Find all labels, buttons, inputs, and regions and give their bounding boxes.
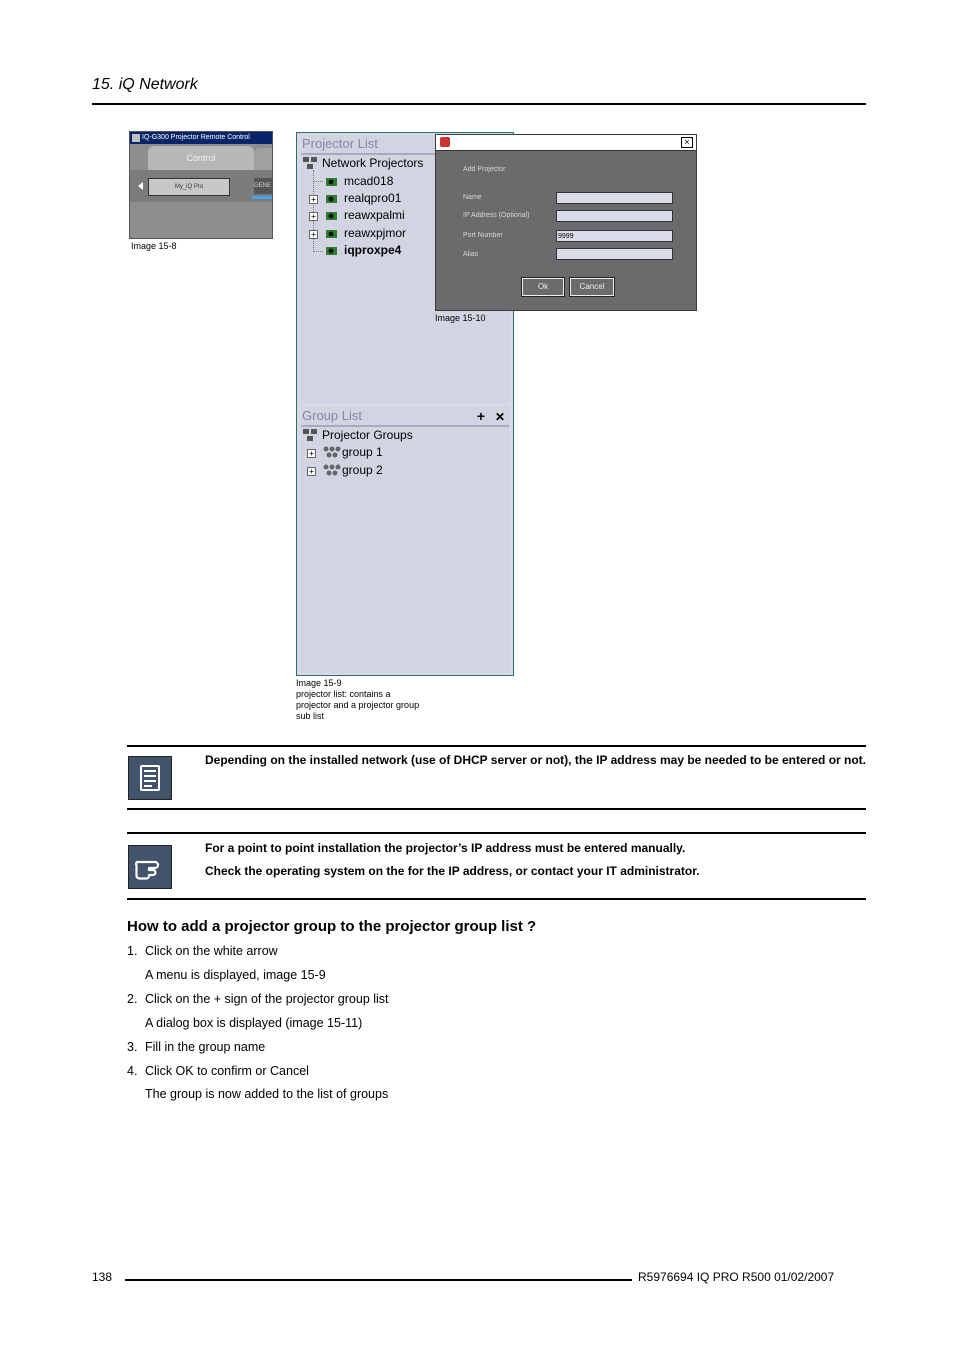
network-icon bbox=[303, 157, 317, 169]
tree-item-projector[interactable] bbox=[325, 174, 393, 188]
projector-name-field[interactable]: My_iQ Pro bbox=[148, 178, 230, 196]
projector-name: mcad018 bbox=[344, 174, 394, 188]
name-field[interactable] bbox=[556, 192, 673, 204]
note-text: Depending on the installed network (use of DHCP server or not), the IP address may be needed to be entered or not. bbox=[205, 753, 867, 767]
close-icon[interactable]: ✕ bbox=[494, 410, 505, 424]
pointing-hand-icon bbox=[128, 845, 172, 889]
step-number: 3. bbox=[127, 1040, 138, 1054]
note-bottom-rule bbox=[127, 898, 866, 900]
step-text: Click on the + sign of the projector group list bbox=[145, 992, 389, 1006]
cancel-button[interactable]: Cancel bbox=[570, 278, 614, 296]
note-text-line2: Check the operating system on the for the IP address, or contact your IT administrator. bbox=[205, 864, 700, 878]
app-icon bbox=[132, 134, 140, 142]
tree-item-projector[interactable] bbox=[325, 191, 401, 205]
image-caption: Image 15-10 bbox=[435, 313, 486, 323]
remote-control-screenshot bbox=[129, 131, 273, 239]
remote-control-titlebar bbox=[130, 132, 272, 144]
add-group-icon[interactable]: + bbox=[476, 408, 486, 424]
projector-name: iqproxpe4 bbox=[344, 243, 402, 257]
group-list-panel bbox=[301, 407, 509, 673]
step-number: 2. bbox=[127, 992, 138, 1006]
dialog-title: Add Projector bbox=[463, 166, 506, 173]
group-name: group 1 bbox=[342, 445, 383, 459]
projector-icon bbox=[325, 227, 339, 239]
notepad-icon bbox=[128, 756, 172, 800]
image-caption: Image 15-8 bbox=[131, 241, 177, 251]
caption-line: projector list: contains a bbox=[296, 689, 391, 699]
white-arrow-icon[interactable] bbox=[138, 182, 143, 190]
section-heading: How to add a projector group to the projector group list ? bbox=[127, 918, 537, 935]
ip-address-label: IP Address (Optional) bbox=[463, 212, 530, 219]
alias-field[interactable] bbox=[556, 248, 673, 260]
step-text: Click OK to confirm or Cancel bbox=[145, 1064, 309, 1078]
tree-root-label: Network Projectors bbox=[322, 156, 424, 170]
expand-icon[interactable]: + bbox=[309, 230, 318, 239]
projector-list-title: Projector List bbox=[301, 135, 509, 155]
tree-item-projector[interactable] bbox=[325, 226, 406, 240]
tree-item-projector[interactable] bbox=[325, 208, 405, 222]
tree-root-label: Projector Groups bbox=[322, 428, 413, 442]
caption-line: sub list bbox=[296, 711, 325, 721]
footer-rule bbox=[125, 1279, 632, 1281]
projector-icon bbox=[325, 175, 339, 187]
close-icon[interactable]: × bbox=[681, 137, 693, 148]
group-icon bbox=[323, 446, 337, 458]
group-name: group 2 bbox=[342, 463, 383, 477]
name-label: Name bbox=[463, 194, 482, 201]
general-tab-label[interactable]: GENE bbox=[254, 178, 273, 194]
group-list-header bbox=[301, 407, 509, 427]
header-rule bbox=[92, 103, 866, 105]
ip-address-field[interactable] bbox=[556, 210, 673, 222]
port-number-label: Port Number bbox=[463, 232, 503, 239]
tab-next[interactable] bbox=[254, 148, 273, 170]
network-icon bbox=[303, 429, 317, 441]
add-projector-dialog bbox=[435, 134, 697, 311]
remote-control-title: IQ-G300 Projector Remote Control bbox=[142, 134, 250, 141]
highlight-bar bbox=[252, 196, 273, 199]
expand-icon[interactable]: + bbox=[309, 212, 318, 221]
group-icon bbox=[323, 464, 337, 476]
note-top-rule bbox=[127, 745, 866, 747]
projector-icon bbox=[325, 244, 339, 256]
chapter-title: 15. iQ Network bbox=[92, 76, 198, 93]
page-number: 138 bbox=[92, 1270, 113, 1284]
step-number: 1. bbox=[127, 944, 138, 958]
projector-name: realqpro01 bbox=[344, 191, 402, 205]
projector-icon bbox=[325, 209, 339, 221]
note-bottom-rule bbox=[127, 808, 866, 810]
tab-control[interactable]: Control bbox=[148, 146, 254, 170]
note-text-line1: For a point to point installation the projector’s IP address must be entered manually. bbox=[205, 841, 686, 855]
ok-button[interactable]: Ok bbox=[522, 278, 564, 296]
expand-icon[interactable]: + bbox=[307, 467, 316, 476]
document-reference: R5976694 IQ PRO R500 01/02/2007 bbox=[638, 1270, 835, 1284]
tree-item-group[interactable] bbox=[323, 445, 383, 459]
tree-item-projector-selected[interactable] bbox=[325, 243, 401, 257]
expand-icon[interactable]: + bbox=[309, 195, 318, 204]
caption-line: projector and a projector group bbox=[296, 700, 420, 710]
step-text: Click on the white arrow bbox=[145, 944, 278, 958]
alias-label: Alias bbox=[463, 251, 479, 258]
tree-item-group[interactable] bbox=[323, 463, 383, 477]
tree-root-projector-groups[interactable] bbox=[303, 428, 413, 442]
app-icon bbox=[440, 137, 450, 147]
group-list-title: Group List bbox=[302, 408, 362, 423]
step-result: A dialog box is displayed (image 15-11) bbox=[145, 1016, 363, 1030]
step-result: The group is now added to the list of groups bbox=[145, 1087, 389, 1101]
image-caption bbox=[296, 678, 419, 722]
projector-icon bbox=[325, 192, 339, 204]
caption-line: Image 15-9 bbox=[296, 678, 342, 688]
projector-name: reawxpjmor bbox=[344, 226, 407, 240]
step-text: Fill in the group name bbox=[145, 1040, 266, 1054]
tree-root-network-projectors[interactable] bbox=[303, 156, 423, 170]
expand-icon[interactable]: + bbox=[307, 449, 316, 458]
projector-name: reawxpalmi bbox=[344, 208, 405, 222]
dialog-titlebar bbox=[436, 135, 696, 151]
step-result: A menu is displayed, image 15-9 bbox=[145, 968, 326, 982]
note-top-rule bbox=[127, 832, 866, 834]
port-number-field[interactable]: 9999 bbox=[556, 230, 673, 242]
step-number: 4. bbox=[127, 1064, 138, 1078]
